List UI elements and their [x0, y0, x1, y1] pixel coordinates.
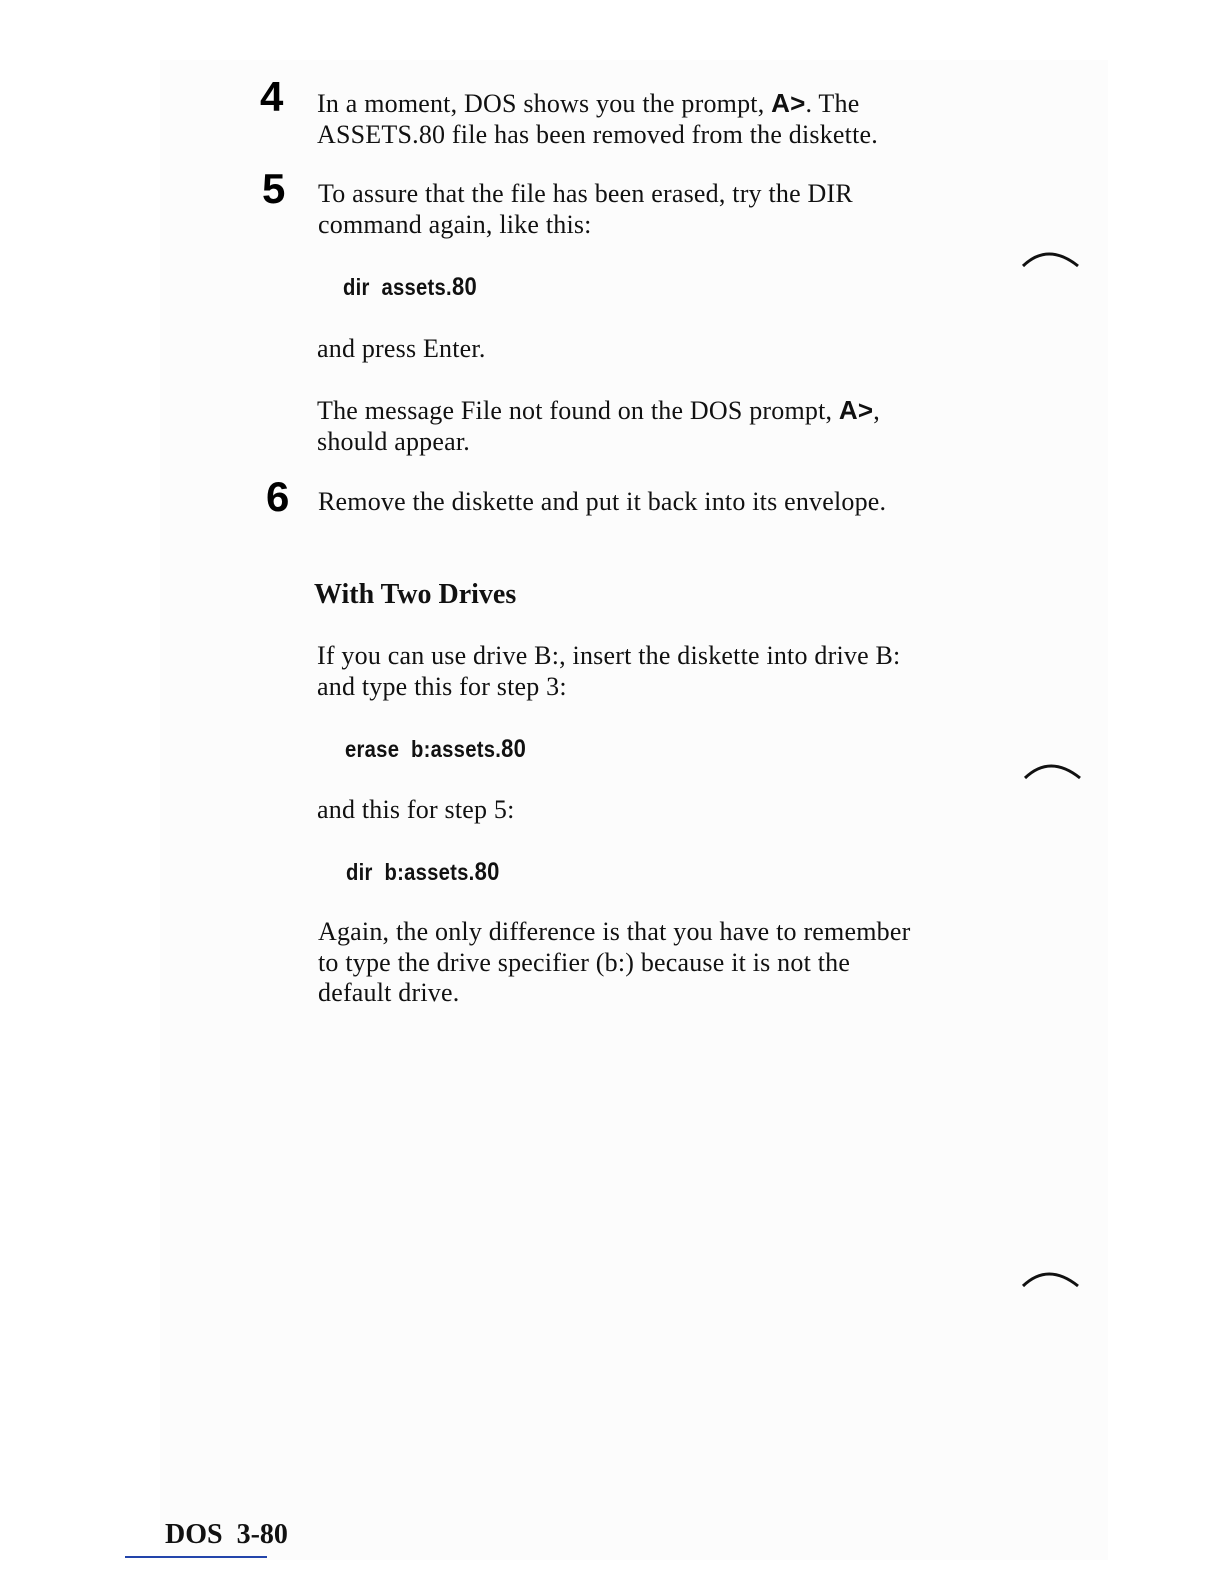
text-line: ASSETS.80 file has been removed from the diskette.	[317, 119, 878, 149]
step-number: 4	[260, 73, 284, 120]
footer-label: DOS	[165, 1519, 223, 1550]
command-example	[346, 859, 500, 885]
text-line: To assure that the file has been erased, try the DIR	[318, 179, 853, 208]
dos-prompt: A>	[838, 395, 874, 425]
command-name: dir	[343, 274, 370, 300]
section-heading: With Two Drives	[314, 579, 517, 610]
text-line: Remove the diskette and put it back into its envelope.	[318, 487, 887, 516]
text-segment: ,	[873, 396, 880, 425]
text-line	[317, 395, 880, 427]
dos-prompt: A>	[771, 88, 806, 118]
text-line: Again, the only difference is that you have to remember	[318, 917, 911, 946]
step-number: 6	[266, 473, 290, 520]
page-background	[160, 60, 1108, 1560]
command-argument: b:assets.	[411, 736, 502, 762]
command-argument-extension: 80	[501, 735, 527, 763]
step-number: 5	[262, 165, 286, 212]
instruction-text: and press Enter.	[317, 334, 486, 363]
footer-rule	[125, 1556, 267, 1558]
command-argument-extension: 80	[451, 273, 477, 301]
page-number: 3-80	[236, 1519, 288, 1550]
page-footer	[165, 1520, 288, 1550]
command-argument: assets.	[381, 274, 452, 300]
command-argument: b:assets.	[384, 859, 475, 885]
section-closing	[318, 917, 910, 1009]
text-segment: . The	[805, 89, 860, 118]
text-line: and type this for step 3:	[317, 671, 567, 701]
text-line: If you can use drive B:, insert the diskette into drive B:	[317, 641, 901, 670]
command-example	[345, 736, 526, 762]
instruction-text: and this for step 5:	[317, 795, 515, 824]
binder-hole-mark	[1020, 244, 1080, 284]
text-line: default drive.	[318, 978, 460, 1007]
command-name: erase	[345, 736, 400, 762]
message-text	[317, 395, 880, 457]
command-name: dir	[346, 859, 373, 885]
command-example	[343, 274, 477, 300]
command-argument-extension: 80	[474, 858, 500, 886]
section-intro	[317, 641, 900, 702]
step-text	[318, 487, 886, 518]
step-text	[317, 88, 878, 150]
step-text	[318, 179, 853, 240]
text-segment: The message File not found on the DOS prompt,	[317, 396, 839, 425]
text-line	[317, 88, 878, 120]
text-segment: In a moment, DOS shows you the prompt,	[317, 89, 772, 118]
binder-hole-mark	[1022, 756, 1082, 796]
text-line: to type the drive specifier (b:) because it is not the	[318, 947, 851, 977]
text-line: should appear.	[317, 426, 470, 456]
text-line: command again, like this:	[318, 209, 592, 239]
binder-hole-mark	[1020, 1264, 1080, 1304]
